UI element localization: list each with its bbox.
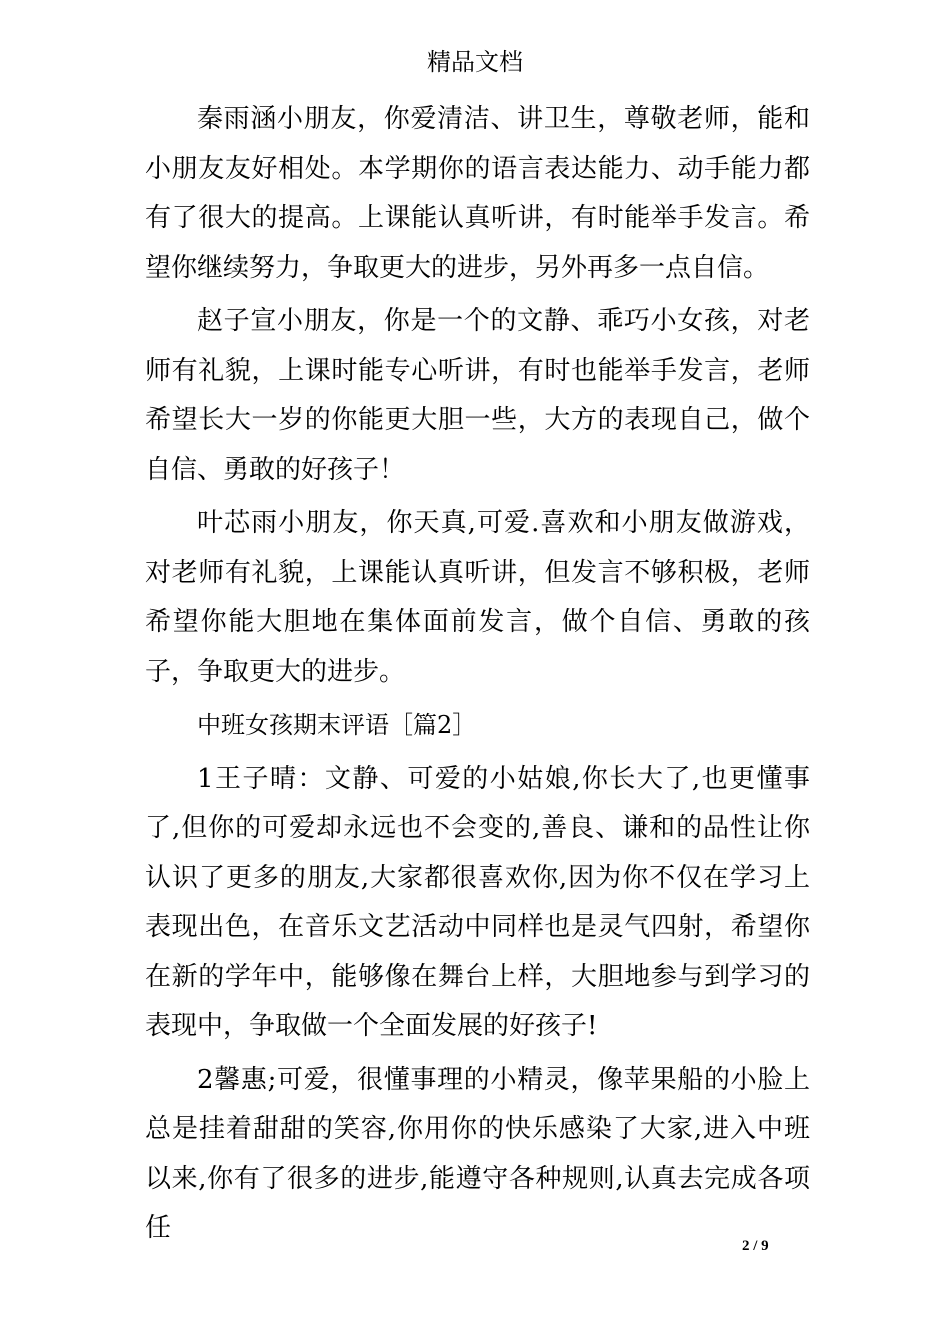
page-header-title: 精品文档 xyxy=(427,48,523,76)
paragraph-zhao-zixuan: 赵子宣小朋友，你是一个的文静、乖巧小女孩，对老师有礼貌，上课时能专心听讲，有时也能举手发言，老师希望长大一岁的你能更大胆一些，大方的表现自己，做个自信、勇敢的好孩子！ xyxy=(145,306,810,485)
page-number: 2 / 9 xyxy=(742,1238,769,1254)
paragraph-qin-yuhan: 秦雨涵小朋友，你爱清洁、讲卫生，尊敬老师，能和小朋友友好相处。本学期你的语言表达能力、动手能力都有了很大的提高。上课能认真听讲，有时能举手发言。希望你继续努力，争取更大的进步，另外再多一点自信。 xyxy=(145,104,810,283)
paragraph-xin-hui: 2馨惠;可爱，很懂事理的小精灵，像苹果船的小脸上总是挂着甜甜的笑容,你用你的快乐感染了大家,进入中班以来,你有了很多的进步,能遵守各种规则,认真去完成各项任 xyxy=(145,1064,810,1243)
document-body xyxy=(145,95,810,1258)
section-heading: 中班女孩期末评语［篇2］ xyxy=(197,711,477,739)
paragraph-wang-ziqing: 1王子晴：文静、可爱的小姑娘,你长大了,也更懂事了,但你的可爱却永远也不会变的,善良、谦和的品性让你认识了更多的朋友,大家都很喜欢你,因为你不仅在学习上表现出色，在音乐文艺活动中同样也是灵气四射，希望你在新的学年中，能够像在舞台上样，大胆地参与到学习的表现中，争取做一个全面发展的好孩子! xyxy=(145,763,810,1041)
paragraph-ye-xinyu: 叶芯雨小朋友，你天真,可爱.喜欢和小朋友做游戏，对老师有礼貌，上课能认真听讲，但发言不够积极，老师希望你能大胆地在集体面前发言，做个自信、勇敢的孩子，争取更大的进步。 xyxy=(145,508,810,687)
